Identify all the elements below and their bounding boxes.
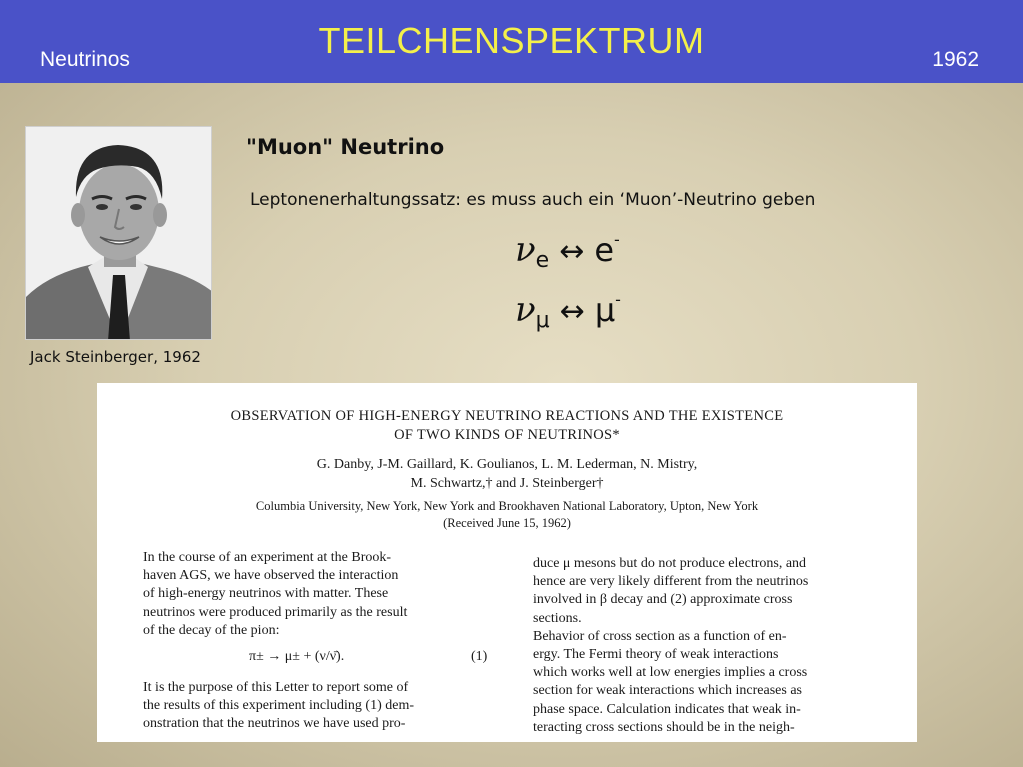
conservation-statement: Leptonenerhaltungssatz: es muss auch ein ‘Muon’-Neutrino geben [250,190,816,210]
lepton-symbol: μ [594,291,616,329]
pion-decay-formula: π± → μ± + (ν/ν̄). [249,649,345,664]
electron-neutrino-equation [515,230,620,273]
nu-symbol: ν [515,230,536,270]
photo-caption: Jack Steinberger, 1962 [30,348,201,366]
portrait-image [26,127,212,340]
nu-subscript: μ [535,308,550,333]
authors-line: M. Schwartz,† and J. Steinberger† [410,476,604,491]
topic-label: Neutrinos [40,48,130,71]
paper-title-line: OBSERVATION OF HIGH-ENERGY NEUTRINO REACTIONS AND THE EXISTENCE [230,408,784,424]
portrait-photo [25,126,212,340]
double-arrow-icon: ↔ [559,294,585,329]
charge-superscript: - [615,290,621,309]
text-line: It is the purpose of this Letter to report some of [143,680,409,695]
text-line: section for weak interactions which increases as [533,683,803,699]
text-line: onstration that the neutrinos we have used pro- [143,716,406,732]
paper-affiliation [97,498,917,532]
text-line: hence are very likely different from the neutrinos [533,574,809,590]
year-label: 1962 [932,48,979,71]
text-line: neutrinos were produced primarily as the result [143,604,408,620]
paper-column-right [533,555,808,737]
text-line: haven AGS, we have observed the interaction [143,568,399,584]
affiliation-line: Columbia University, New York, New York and Brookhaven National Laboratory, Upton, New York [255,499,759,513]
formula-number: (1) [471,649,488,664]
double-arrow-icon: ↔ [559,234,585,269]
slide-title: TEILCHENSPEKTRUM [318,20,705,61]
text-line: Behavior of cross section as a function of en- [533,628,787,644]
text-line: of high-energy neutrinos with matter. These [143,586,389,602]
text-line: which works well at low energies implies a cross [533,665,808,681]
paper-excerpt [97,383,917,742]
text-line: ergy. The Fermi theory of weak interactions [533,647,779,663]
text-line: involved in β decay and (2) approximate cross [533,592,793,608]
paper-column-left-continued [143,679,414,734]
text-line: sections. [533,610,582,626]
slide-header [0,0,1023,83]
muon-neutrino-equation [515,290,621,333]
text-line: In the course of an experiment at the Brook- [143,550,392,565]
received-date: (Received June 15, 1962) [443,516,571,530]
paper-column-left [143,549,407,640]
text-line: the results of this experiment including (1) dem- [143,698,414,714]
paper-title-line: OF TWO KINDS OF NEUTRINOS* [394,427,620,443]
nu-subscript: e [535,248,550,273]
text-line: duce μ mesons but do not produce electrons, and [533,556,807,571]
charge-superscript: - [614,230,620,249]
paper-title [97,407,917,445]
paper-authors [97,455,917,493]
section-subtitle: "Muon" Neutrino [246,135,445,159]
nu-symbol: ν [515,290,536,330]
lepton-symbol: e [594,231,615,269]
text-line: teracting cross sections should be in the neigh- [533,719,795,735]
text-line: phase space. Calculation indicates that weak in- [533,701,801,717]
text-line: of the decay of the pion: [143,622,280,638]
authors-line: G. Danby, J-M. Gaillard, K. Goulianos, L. M. Lederman, N. Mistry, [316,457,698,472]
